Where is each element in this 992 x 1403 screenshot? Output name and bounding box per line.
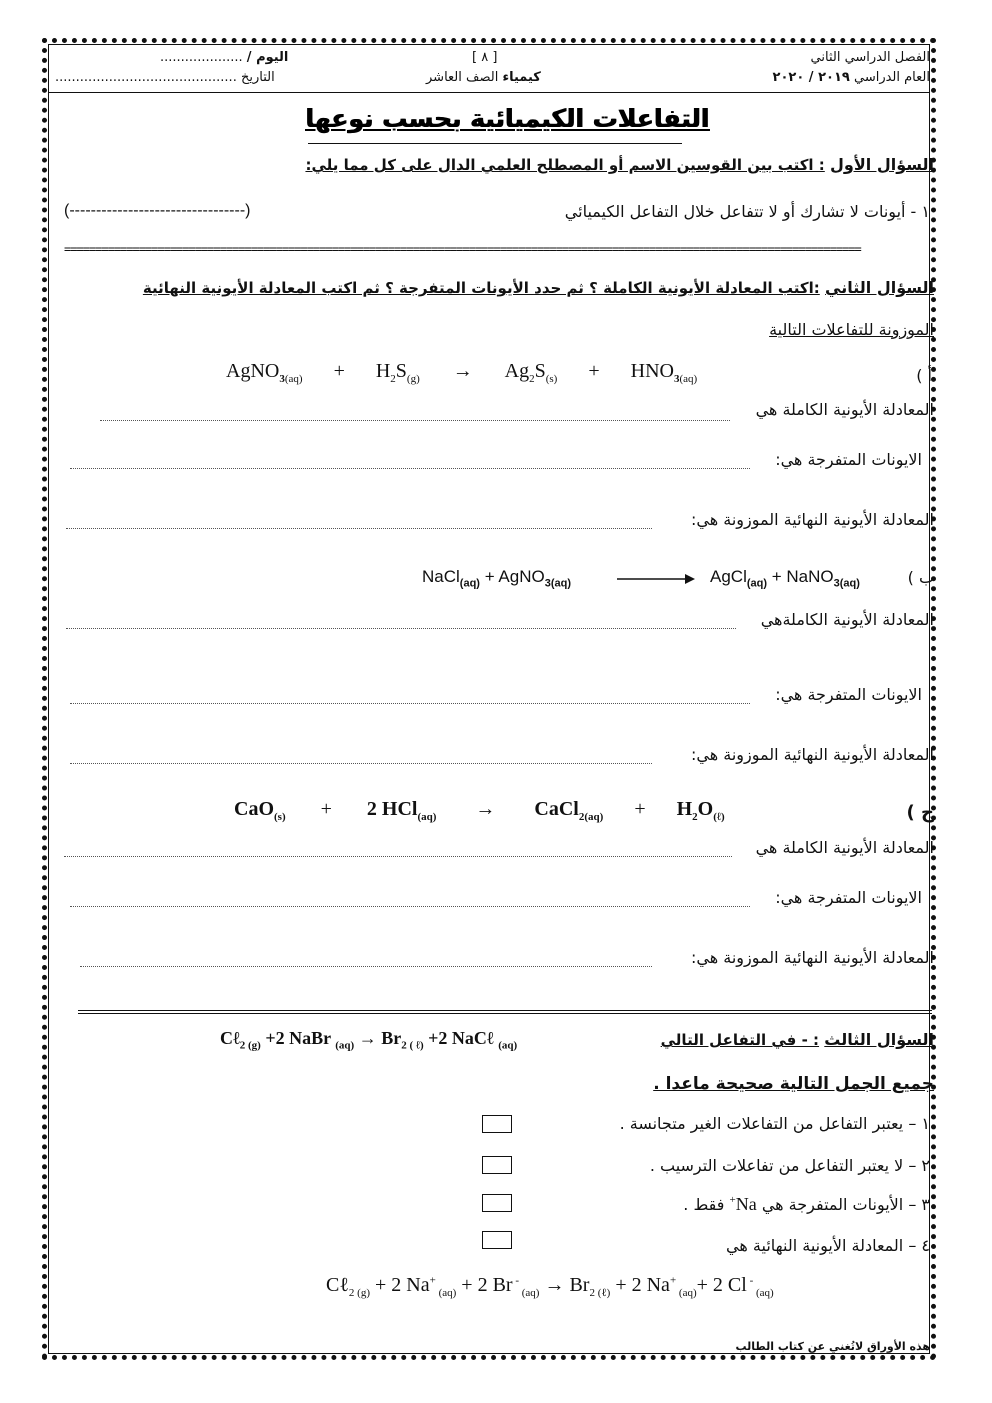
q2b-net-answer-line[interactable]: [70, 763, 652, 764]
footer-note: هذه الأوراق لاتُغني عن كتاب الطالب: [735, 1340, 930, 1353]
sheet-number: [ ٨ ]: [472, 50, 498, 65]
q2a-net-label: المعادلة الأيونية النهائية الموزونة هي:: [691, 510, 934, 529]
day-label: اليوم /: [246, 50, 289, 65]
q1-heading: [305, 155, 934, 174]
q3-option-1-checkbox[interactable]: [482, 1115, 512, 1133]
q2a-spectator-label: الايونات المتفرجة هي:: [775, 450, 922, 469]
q2a-full-label: المعادلة الأيونية الكاملة هي: [755, 400, 934, 419]
date-dots: ............................................: [55, 70, 237, 85]
q2a-spectator-answer-line[interactable]: [70, 468, 750, 469]
q2a-net-answer-line[interactable]: [66, 528, 652, 529]
subject: كيمياء: [502, 70, 541, 85]
q1-label: السؤال الأول: [830, 155, 934, 174]
q3-option-3: ٣ – الأيونات المتفرجة هي Na+ فقط .: [683, 1194, 930, 1214]
q2c-marker: ج ): [906, 802, 934, 823]
q2c-net-answer-line[interactable]: [80, 966, 652, 967]
q2c-equation: CaO$_{(s)}$ + 2 HCl$_{(aq)}$ → CaCl$_{2(aq)}$ + $H_2O_{(\ell)}$: [234, 798, 725, 823]
date-label: التاريخ: [240, 70, 275, 85]
q2c-net-label: المعادلة الأيونية النهائية الموزونة هي:: [691, 948, 934, 967]
q2b-equation-right: AgCl$_{(aq)}$ + NaNO$_{3(aq)}$: [710, 567, 860, 590]
q2a-full-answer-line[interactable]: [100, 420, 730, 421]
q2b-marker: ب ): [907, 568, 934, 587]
q3-option-3-checkbox[interactable]: [482, 1194, 512, 1212]
year-value: ٢٠١٩ / ٢٠٢٠: [772, 70, 850, 85]
q3-option-2-checkbox[interactable]: [482, 1156, 512, 1174]
q2a-equation: AgNO$_{3(aq)}$ + $H_2S_{(g)} \to Ag_2S_{(s)} + HNO_{3(aq)}$: [226, 360, 698, 385]
page-title: التفاعلات الكيميائية بحسب نوعها: [305, 104, 709, 133]
q3-lead: جميع الجمل التالية صحيحة ماعدا .: [653, 1074, 934, 1094]
q2b-spectator-answer-line[interactable]: [70, 703, 750, 704]
q1-item: ١ - أيونات لا تشارك أو لا تتفاعل خلال التفاعل الكيميائي: [564, 202, 930, 221]
q2b-spectator-label: الايونات المتفرجة هي:: [775, 685, 922, 704]
q3-option-1: ١ – يعتبر التفاعل من التفاعلات الغير متجانسة .: [619, 1114, 930, 1133]
q2c-full-label: المعادلة الأيونية الكاملة هي: [755, 838, 934, 857]
academic-year: [773, 70, 930, 85]
q2c-full-answer-line[interactable]: [64, 856, 732, 857]
q2b-full-label: المعادلة الأيونية الكاملةهي: [760, 610, 934, 629]
day-field: [160, 50, 288, 65]
double-separator: [78, 1010, 932, 1014]
header-divider: [48, 92, 930, 93]
q3-instruction: : - في التفاعل التالي: [660, 1031, 820, 1049]
q1-answer-blank[interactable]: (---------------------------------): [64, 202, 251, 219]
q2-instruction: :اكتب المعادلة الأيونية الكاملة ؟ ثم حدد الأيونات المتفرجة ؟ ثم اكتب المعادلة الأيونية النهائية: [142, 279, 820, 297]
date-field: [55, 70, 275, 85]
q2c-spectator-answer-line[interactable]: [70, 906, 750, 907]
separator: ================================================================================================================================: [64, 242, 861, 256]
q2b-net-label: المعادلة الأيونية النهائية الموزونة هي:: [691, 745, 934, 764]
q2b-full-answer-line[interactable]: [66, 628, 736, 629]
q3-reaction: Cℓ$_2$ $_{(g)}$ +2 NaBr $_{(aq)} \to Br_2$ $_{( \ell)}$ +2 NaCℓ $_{(aq)}$: [220, 1028, 518, 1052]
day-dots: ....................: [160, 50, 243, 65]
q2b-arrow-icon: [617, 572, 695, 586]
q3-option-2: ٢ – لا يعتبر التفاعل من تفاعلات الترسيب .: [649, 1156, 930, 1175]
q3-option-4: ٤ – المعادلة الأيونية النهائية هي: [726, 1236, 930, 1255]
q2-heading: [143, 278, 934, 297]
subject-line: [426, 70, 541, 85]
q3-option-3-ion: Na+: [729, 1194, 757, 1214]
q2c-spectator-label: الايونات المتفرجة هي:: [775, 888, 922, 907]
q3-net-equation: Cℓ$_{2 (g)}$ + 2 Na+ $_{(aq)}$ + 2 Br - $_{(aq)} \to Br_{2 (\ell)} + 2$ Na+ $_{(aq)}$+ 2 Cl - $_{(aq)}$: [326, 1274, 774, 1299]
q3-label: السؤال الثالث: [824, 1030, 934, 1049]
q2-instruction2: الموزونة للتفاعلات التالية: [769, 320, 934, 339]
semester-label: الفصل الدراسي الثاني: [810, 50, 930, 65]
grade: الصف العاشر: [426, 70, 499, 85]
title-underline: [308, 143, 682, 144]
q3-heading: [661, 1030, 934, 1049]
q2-label: السؤال الثاني: [825, 278, 934, 297]
q3-option-4-checkbox[interactable]: [482, 1231, 512, 1249]
year-label: العام الدراسي: [853, 70, 930, 85]
q1-instruction: : اكتب بين القوسين الاسم أو المصطلح العلمي الدال على كل مما يلي:: [305, 156, 825, 174]
q2a-marker: أ ): [916, 366, 932, 385]
q2b-equation-left: NaCl$_{(aq)}$ + AgNO$_{3(aq)}$: [422, 567, 571, 590]
